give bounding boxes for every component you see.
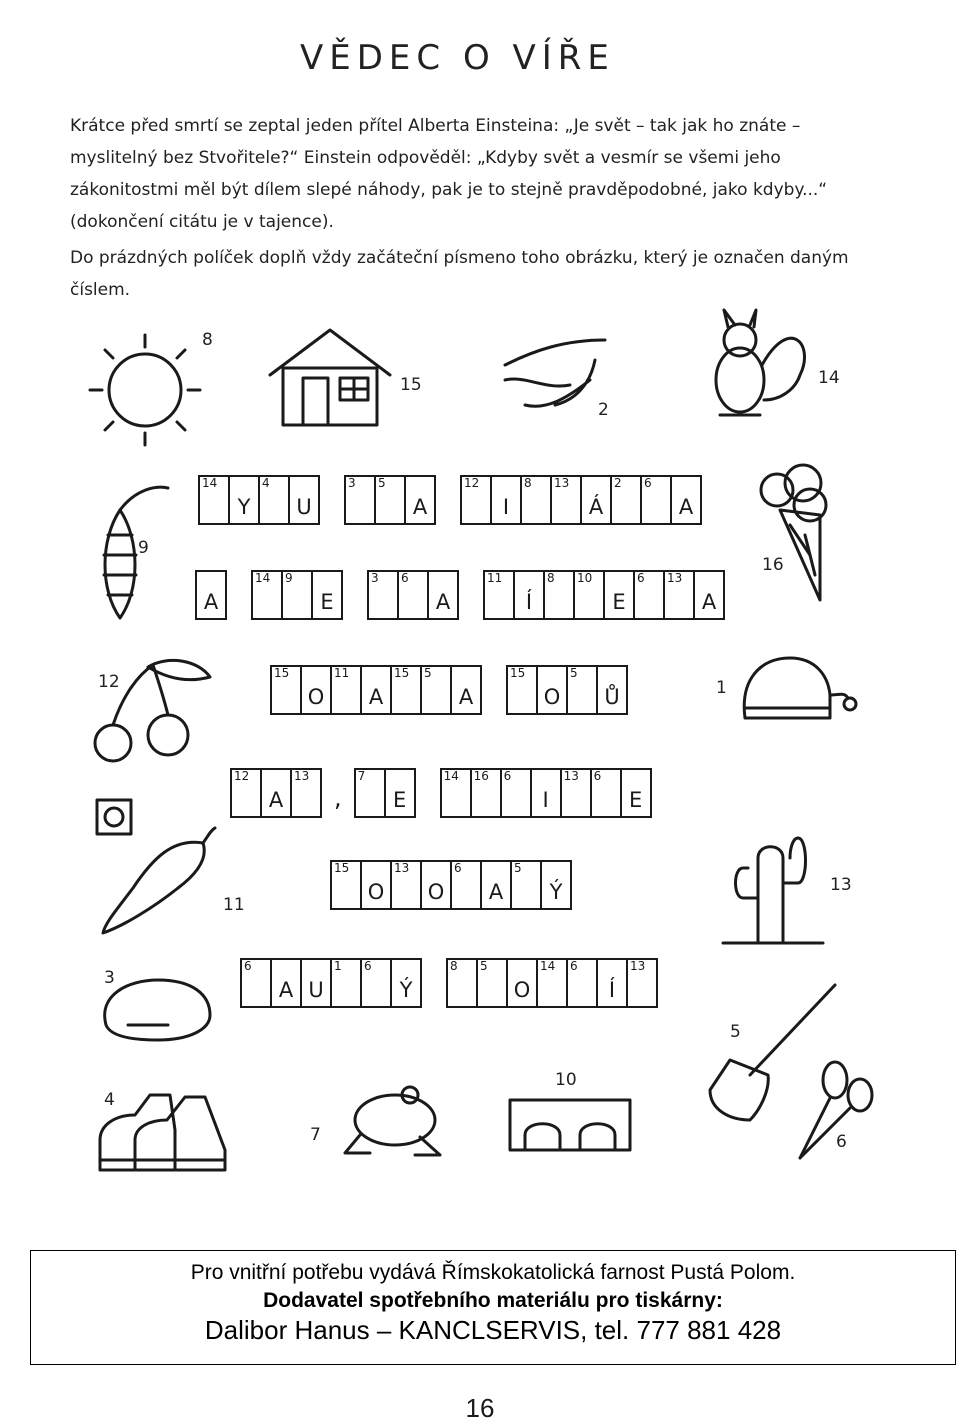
cell-number: 5 [480, 959, 488, 973]
puzzle-cell[interactable] [626, 958, 658, 1008]
puzzle-cell[interactable] [228, 475, 260, 525]
house-number: 15 [400, 375, 422, 395]
puzzle-cell[interactable] [330, 958, 362, 1008]
cell-letter: E [320, 590, 334, 614]
pepper-picture [93, 798, 223, 938]
cell-number: 5 [514, 861, 522, 875]
punctuation-mark [638, 709, 642, 715]
cell-number: 6 [593, 769, 602, 783]
cell-letter: E [612, 590, 626, 614]
cell-letter: Ý [399, 978, 413, 1002]
puzzle-row [195, 570, 739, 620]
puzzle-cell[interactable] [360, 860, 392, 910]
cell-letter: A [458, 685, 474, 709]
cell-number: 6 [570, 959, 578, 973]
cactus-picture [718, 798, 828, 948]
puzzle-cell[interactable] [470, 768, 502, 818]
punctuation-mark [712, 519, 716, 525]
footer-supplier-label: Dodavatel spotřebního materiálu pro tiskárny: [263, 1289, 723, 1312]
cell-letter: U [296, 495, 312, 519]
word-group [446, 958, 658, 1008]
cell-letter: E [629, 788, 643, 812]
puzzle-cell[interactable] [195, 570, 227, 620]
puzzle-row [240, 958, 672, 1008]
cell-letter: A [268, 788, 284, 812]
cell-letter: O [367, 880, 385, 904]
cell-number: 9 [285, 571, 293, 585]
puzzle-cell[interactable] [566, 665, 598, 715]
scissors-picture [790, 1060, 875, 1160]
cactus-number: 13 [830, 875, 852, 895]
icecream-number: 16 [762, 555, 784, 575]
puzzle-row [198, 475, 716, 525]
puzzle-cell[interactable] [270, 958, 302, 1008]
punctuation-mark: , [334, 784, 342, 812]
puzzle-cell[interactable] [420, 860, 452, 910]
cell-number: 8 [450, 959, 458, 973]
puzzle-cell[interactable] [620, 768, 652, 818]
puzzle-cell[interactable] [330, 860, 362, 910]
puzzle-cell[interactable] [480, 860, 512, 910]
word-group [330, 860, 572, 910]
pinecone-picture [80, 480, 170, 625]
footer-box [30, 1250, 956, 1365]
word-group [483, 570, 725, 620]
pinecone-number: 9 [138, 538, 149, 558]
cell-letter: O [307, 685, 325, 709]
bread-picture [98, 975, 218, 1045]
squirrel-picture [700, 305, 820, 425]
puzzle-title: VĚDEC O VÍŘE [300, 38, 615, 78]
cell-letter: A [701, 590, 717, 614]
frog-number: 7 [310, 1125, 321, 1145]
word-group [198, 475, 320, 525]
puzzle-cell[interactable] [640, 475, 672, 525]
puzzle-cell[interactable] [404, 475, 436, 525]
puzzle-cell[interactable] [446, 958, 478, 1008]
cell-letter: A [435, 590, 451, 614]
word-group [240, 958, 422, 1008]
cell-number: 13 [554, 476, 570, 490]
puzzle-intro [70, 110, 850, 306]
puzzle-cell[interactable] [560, 768, 592, 818]
hat-number: 1 [716, 678, 727, 698]
puzzle-cell[interactable] [251, 570, 283, 620]
cell-number: 14 [255, 571, 271, 585]
puzzle-row [270, 665, 642, 715]
cell-number: 13 [294, 769, 310, 783]
puzzle-cell[interactable] [260, 768, 292, 818]
scissors-number: 6 [836, 1132, 847, 1152]
puzzle-cell[interactable] [360, 665, 392, 715]
punctuation-mark [582, 904, 586, 910]
cell-number: 8 [524, 476, 532, 490]
puzzle-cell[interactable] [360, 958, 392, 1008]
puzzle-row [330, 860, 586, 910]
cell-number: 14 [202, 476, 218, 490]
icecream-picture [755, 455, 835, 615]
puzzle-cell[interactable] [300, 958, 332, 1008]
puzzle-cell[interactable] [596, 665, 628, 715]
cell-letter: Í [525, 590, 533, 614]
puzzle-cell[interactable] [450, 665, 482, 715]
puzzle-cell[interactable] [281, 570, 313, 620]
word-group [354, 768, 416, 818]
punctuation-mark [353, 614, 357, 620]
cell-number: 14 [540, 959, 556, 973]
puzzle-cell[interactable] [374, 475, 406, 525]
puzzle-cell[interactable] [603, 570, 635, 620]
punctuation-mark [735, 614, 739, 620]
cell-number: 3 [371, 571, 379, 585]
cell-letter: A [203, 590, 219, 614]
intro-paragraph-2: Do prázdných políček doplň vždy začáteční písmeno toho obrázku, který je označen daným číslem. [70, 248, 849, 300]
cell-number: 15 [274, 666, 290, 680]
puzzle-cell[interactable] [440, 768, 472, 818]
puzzle-cell[interactable] [198, 475, 230, 525]
puzzle-cell[interactable] [427, 570, 459, 620]
cell-number: 13 [563, 769, 579, 783]
puzzle-cell[interactable] [530, 768, 562, 818]
sun-number: 8 [202, 330, 213, 350]
pepper-number: 11 [223, 895, 245, 915]
cell-letter: O [543, 685, 561, 709]
cell-number: 13 [394, 861, 410, 875]
punctuation-mark [469, 614, 473, 620]
puzzle-cell[interactable] [240, 958, 272, 1008]
cell-number: 14 [443, 769, 459, 783]
puzzle-cell[interactable] [390, 665, 422, 715]
cell-letter: O [427, 880, 445, 904]
cell-letter: Á [588, 495, 604, 519]
punctuation-mark [492, 709, 496, 715]
punctuation-mark [662, 812, 666, 818]
puzzle-cell[interactable] [390, 860, 422, 910]
puzzle-cell[interactable] [476, 958, 508, 1008]
puzzle-cell[interactable] [536, 665, 568, 715]
puzzle-cell[interactable] [460, 475, 492, 525]
puzzle-cell[interactable] [344, 475, 376, 525]
punctuation-mark [432, 1002, 436, 1008]
cell-letter: A [678, 495, 694, 519]
word-group [344, 475, 436, 525]
puzzle-cell[interactable] [397, 570, 429, 620]
puzzle-cell[interactable] [540, 860, 572, 910]
puzzle-cell[interactable] [506, 665, 538, 715]
puzzle-cell[interactable] [633, 570, 665, 620]
squirrel-number: 14 [818, 368, 840, 388]
cell-letter: A [488, 880, 504, 904]
puzzle-cell[interactable] [510, 860, 542, 910]
bread-number: 3 [104, 968, 115, 988]
puzzle-cell[interactable] [693, 570, 725, 620]
puzzle-cell[interactable] [450, 860, 482, 910]
hand-number: 2 [598, 400, 609, 420]
cell-number: 7 [357, 769, 366, 783]
word-group [251, 570, 343, 620]
hat-picture [740, 650, 860, 730]
puzzle-cell[interactable] [420, 665, 452, 715]
puzzle-cell[interactable] [258, 475, 290, 525]
footer-supplier-contact: Dalibor Hanus – KANCLSERVIS, tel. 777 881 428 [204, 1315, 782, 1345]
puzzle-cell[interactable] [367, 570, 399, 620]
puzzle-cell[interactable] [300, 665, 332, 715]
puzzle-cell[interactable] [311, 570, 343, 620]
puzzle-cell[interactable] [663, 570, 695, 620]
cell-number: 6 [401, 571, 409, 585]
cell-number: 12 [234, 769, 250, 783]
cell-number: 15 [334, 861, 350, 875]
cell-letter: E [393, 788, 407, 812]
cell-number: 13 [667, 571, 683, 585]
hand-picture [495, 330, 615, 420]
cell-number: 6 [644, 476, 652, 490]
cell-letter: A [278, 978, 294, 1002]
puzzle-cell[interactable] [506, 958, 538, 1008]
punctuation-mark [668, 1002, 672, 1008]
puzzle-cell[interactable] [566, 958, 598, 1008]
puzzle-cell[interactable] [590, 768, 622, 818]
punctuation-mark [237, 614, 241, 620]
puzzle-cell[interactable] [596, 958, 628, 1008]
cell-number: 5 [424, 666, 432, 680]
cell-number: 1 [334, 959, 342, 973]
puzzle-row [230, 768, 666, 818]
cell-letter: Ů [604, 685, 620, 709]
cell-number: 3 [348, 476, 356, 490]
cell-number: 5 [570, 666, 578, 680]
puzzle-cell[interactable] [384, 768, 416, 818]
cell-number: 13 [630, 959, 646, 973]
cell-letter: I [502, 495, 510, 519]
cell-number: 5 [378, 476, 386, 490]
puzzle-cell[interactable] [490, 475, 522, 525]
cell-number: 4 [262, 476, 270, 490]
puzzle-cell[interactable] [580, 475, 612, 525]
cell-letter: I [542, 788, 549, 812]
cell-number: 16 [473, 769, 489, 783]
puzzle-cell[interactable] [354, 768, 386, 818]
puzzle-cell[interactable] [500, 768, 532, 818]
cell-number: 10 [577, 571, 593, 585]
cell-number: 15 [510, 666, 526, 680]
cell-letter: Í [608, 978, 616, 1002]
puzzle-cell[interactable] [670, 475, 702, 525]
footer-publisher: Pro vnitřní potřebu vydává Římskokatolická farnost Pustá Polom. [190, 1261, 796, 1284]
cell-letter: Ý [549, 880, 563, 904]
puzzle-cell[interactable] [610, 475, 642, 525]
boots-number: 4 [104, 1090, 115, 1110]
house-picture [265, 320, 395, 430]
punctuation-mark [446, 519, 450, 525]
puzzle-cell[interactable] [536, 958, 568, 1008]
word-group [270, 665, 482, 715]
punctuation-mark [330, 519, 334, 525]
cell-number: 6 [244, 959, 252, 973]
cell-number: 11 [487, 571, 503, 585]
shovel-number: 5 [730, 1022, 741, 1042]
puzzle-cell[interactable] [483, 570, 515, 620]
word-group [230, 768, 322, 818]
boots-picture [95, 1085, 235, 1180]
word-group [195, 570, 227, 620]
word-group [440, 768, 652, 818]
puzzle-cell[interactable] [290, 768, 322, 818]
cherries-number: 12 [98, 672, 120, 692]
puzzle-cell[interactable] [513, 570, 545, 620]
cell-letter: Y [237, 495, 251, 519]
cell-number: 6 [364, 959, 372, 973]
cell-number: 2 [614, 476, 622, 490]
cell-number: 6 [637, 571, 645, 585]
cell-number: 6 [503, 769, 512, 783]
puzzle-cell[interactable] [330, 665, 362, 715]
cell-letter: A [412, 495, 428, 519]
cell-number: 8 [547, 571, 555, 585]
cell-number: 15 [394, 666, 410, 680]
cell-letter: A [368, 685, 384, 709]
cell-letter: U [308, 978, 324, 1002]
cell-letter: O [513, 978, 531, 1002]
word-group [506, 665, 628, 715]
punctuation-mark [426, 812, 430, 818]
puzzle-cell[interactable] [550, 475, 582, 525]
cell-number: 6 [454, 861, 462, 875]
puzzle-cell[interactable] [270, 665, 302, 715]
frog-picture [340, 1075, 450, 1160]
cell-number: 11 [334, 666, 350, 680]
puzzle-cell[interactable] [543, 570, 575, 620]
puzzle-cell[interactable] [520, 475, 552, 525]
puzzle-cell[interactable] [288, 475, 320, 525]
word-group [367, 570, 459, 620]
cell-number: 12 [464, 476, 480, 490]
puzzle-cell[interactable] [230, 768, 262, 818]
bridge-number: 10 [555, 1070, 577, 1090]
bridge-picture [505, 1095, 635, 1155]
puzzle-cell[interactable] [390, 958, 422, 1008]
word-group [460, 475, 702, 525]
intro-paragraph-1: Krátce před smrtí se zeptal jeden přítel Alberta Einsteina: „Je svět – tak jak ho znáte – myslitelný bez Stvořitele?“ Einstein odpověděl: „Kdyby svět a vesmír se všemi jeho zákonitostmi měl být dílem slepé náhody, pak je to stejně pravděpodobné, jako kdyby...“ (dokončení citátu je v tajence). [70, 116, 828, 232]
puzzle-cell[interactable] [573, 570, 605, 620]
page-number: 16 [465, 1393, 495, 1423]
sun-picture [85, 325, 205, 455]
